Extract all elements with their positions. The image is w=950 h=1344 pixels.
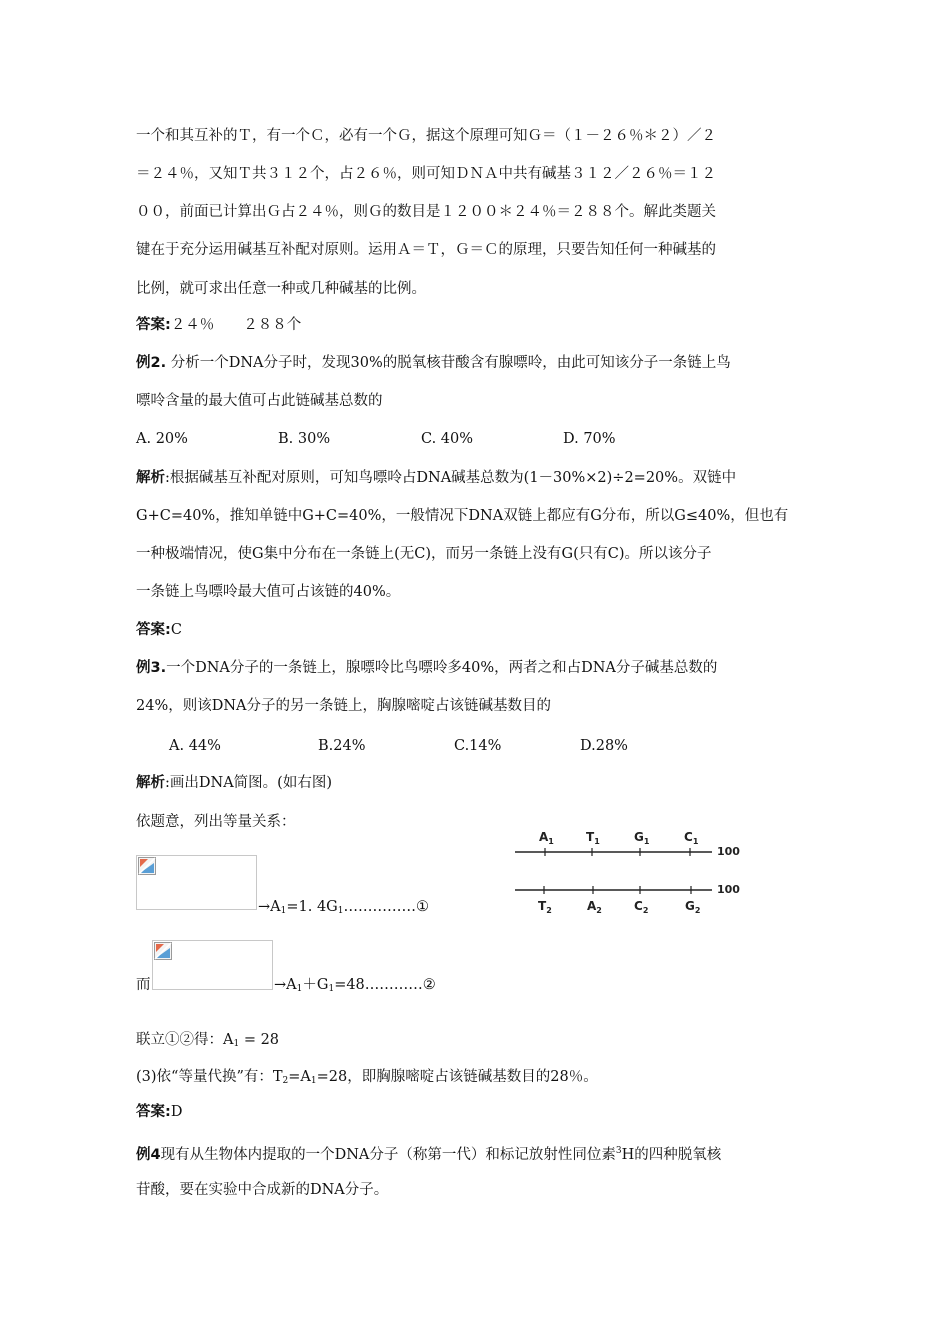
solve-line: 联立①②得：$A_1 = 28$ xyxy=(136,1032,280,1049)
analysis-line: 一条链上鸟嘌呤最大值可占该链的40%。 xyxy=(136,584,401,600)
option-a: A. 20% xyxy=(136,431,188,447)
example-4-line: 例4现有从生物体内提取的一个DNA分子（称第一代）和标记放射性同位素$^3$H的四种脱氧核 xyxy=(136,1146,722,1163)
example-label: 例2. xyxy=(136,355,167,371)
answer-label: 答案: xyxy=(136,317,171,333)
example-text: 一个DNA分子的一条链上，腺嘌呤比鸟嘌呤多40%，两者之和占DNA分子碱基总数的 xyxy=(166,660,718,676)
example-label: 例3. xyxy=(136,660,167,676)
strand-1-base-label: $G_1$ xyxy=(634,830,650,846)
answer-3 xyxy=(136,1102,182,1122)
answer-2 xyxy=(136,620,182,640)
paragraph-line: 键在于充分运用碱基互补配对原则。运用Ａ＝Ｔ，Ｇ＝Ｃ的原理，只要告知任何一种碱基的 xyxy=(136,242,716,258)
broken-image-icon xyxy=(154,942,172,960)
example-2-line: 嘌呤含量的最大值可占此链碱基总数的 xyxy=(136,393,383,409)
example-3-line xyxy=(136,658,717,678)
paragraph-line: 比例，就可求出任意一种或几种碱基的比例。 xyxy=(136,281,426,297)
step3-line: (3)依“等量代换”有：$T_2=A_1=28$，即胸腺嘧啶占该链碱基数目的28％。 xyxy=(136,1069,598,1086)
example-text: 分析一个DNA分子时，发现30%的脱氧核苷酸含有腺嘌呤，由此可知该分子一条链上鸟 xyxy=(166,355,731,371)
relation-text: 依题意，列出等量关系： xyxy=(136,814,296,830)
analysis-text: :根据碱基互补配对原则，可知鸟嘌呤占DNA碱基总数为(1－30%×2)÷2=20%。双链中 xyxy=(165,470,737,486)
answer-text: C xyxy=(170,622,182,638)
analysis-line xyxy=(136,773,332,793)
example-4-line: 苷酸，要在实验中合成新的DNA分子。 xyxy=(136,1182,389,1198)
equation-2: $\to A_1+G_1=48\dots\dots\dots\dots ②$ xyxy=(274,977,436,994)
equation-2-lead: 而 xyxy=(136,977,151,993)
strand-2-base-label: $C_2$ xyxy=(634,899,649,915)
strand-2-scale: 100 xyxy=(717,883,740,896)
option-d: D. 70% xyxy=(563,431,616,447)
strand-1-base-label: $A_1$ xyxy=(539,830,554,846)
strand-2-base-label: $G_2$ xyxy=(685,899,701,915)
option-b: B. 30% xyxy=(278,431,331,447)
strand-1-scale: 100 xyxy=(717,845,740,858)
dna-strand-diagram xyxy=(510,822,750,917)
paragraph-line: ００，前面已计算出Ｇ占２４％，则Ｇ的数目是１２００＊２４％＝２８８个。解此类题关 xyxy=(136,204,716,220)
answer-text: ２４％ ２８８个 xyxy=(170,317,302,333)
option-c: C.14% xyxy=(454,738,502,754)
strand-1-base-label: $C_1$ xyxy=(684,830,699,846)
answer-label: 答案: xyxy=(136,1104,171,1120)
example-2-line xyxy=(136,353,731,373)
analysis-label: 解析 xyxy=(136,775,165,791)
analysis-line xyxy=(136,468,736,488)
strand-2-base-label: $T_2$ xyxy=(538,899,552,915)
answer-label: 答案: xyxy=(136,622,171,638)
broken-image-placeholder xyxy=(152,940,273,990)
analysis-label: 解析 xyxy=(136,470,165,486)
option-a: A. 44% xyxy=(169,738,221,754)
option-d: D.28% xyxy=(580,738,628,754)
strand-1-base-label: $T_1$ xyxy=(586,830,600,846)
strand-2-base-label: $A_2$ xyxy=(587,899,602,915)
paragraph-line: 一个和其互补的Ｔ，有一个Ｃ，必有一个Ｇ，据这个原理可知Ｇ＝（１－２６％＊２）／２ xyxy=(136,128,716,144)
analysis-line: G+C=40%，推知单链中G+C=40%，一般情况下DNA双链上都应有G分布，所以G≤40%，但也有 xyxy=(136,508,789,524)
equation-1: $\to A_1=1$. $4G_1\dots\dots\dots\dots\dots ①$ xyxy=(258,899,429,916)
analysis-line: 一种极端情况，使G集中分布在一条链上(无C)，而另一条链上没有G(只有C)。所以该分子 xyxy=(136,546,712,562)
example-label: 例4 xyxy=(136,1147,161,1163)
option-b: B.24% xyxy=(318,738,366,754)
example-3-line: 24%，则该DNA分子的另一条链上，胸腺嘧啶占该链碱基数目的 xyxy=(136,698,552,714)
analysis-text: :画出DNA简图。(如右图) xyxy=(165,775,332,791)
answer-text: D xyxy=(170,1104,183,1120)
paragraph-line: ＝２４％，又知Ｔ共３１２个，占２６％，则可知ＤＮＡ中共有碱基３１２／２６％＝１２ xyxy=(136,166,716,182)
broken-image-icon xyxy=(138,857,156,875)
option-c: C. 40% xyxy=(421,431,474,447)
broken-image-placeholder xyxy=(136,855,257,910)
answer-1 xyxy=(136,315,301,335)
